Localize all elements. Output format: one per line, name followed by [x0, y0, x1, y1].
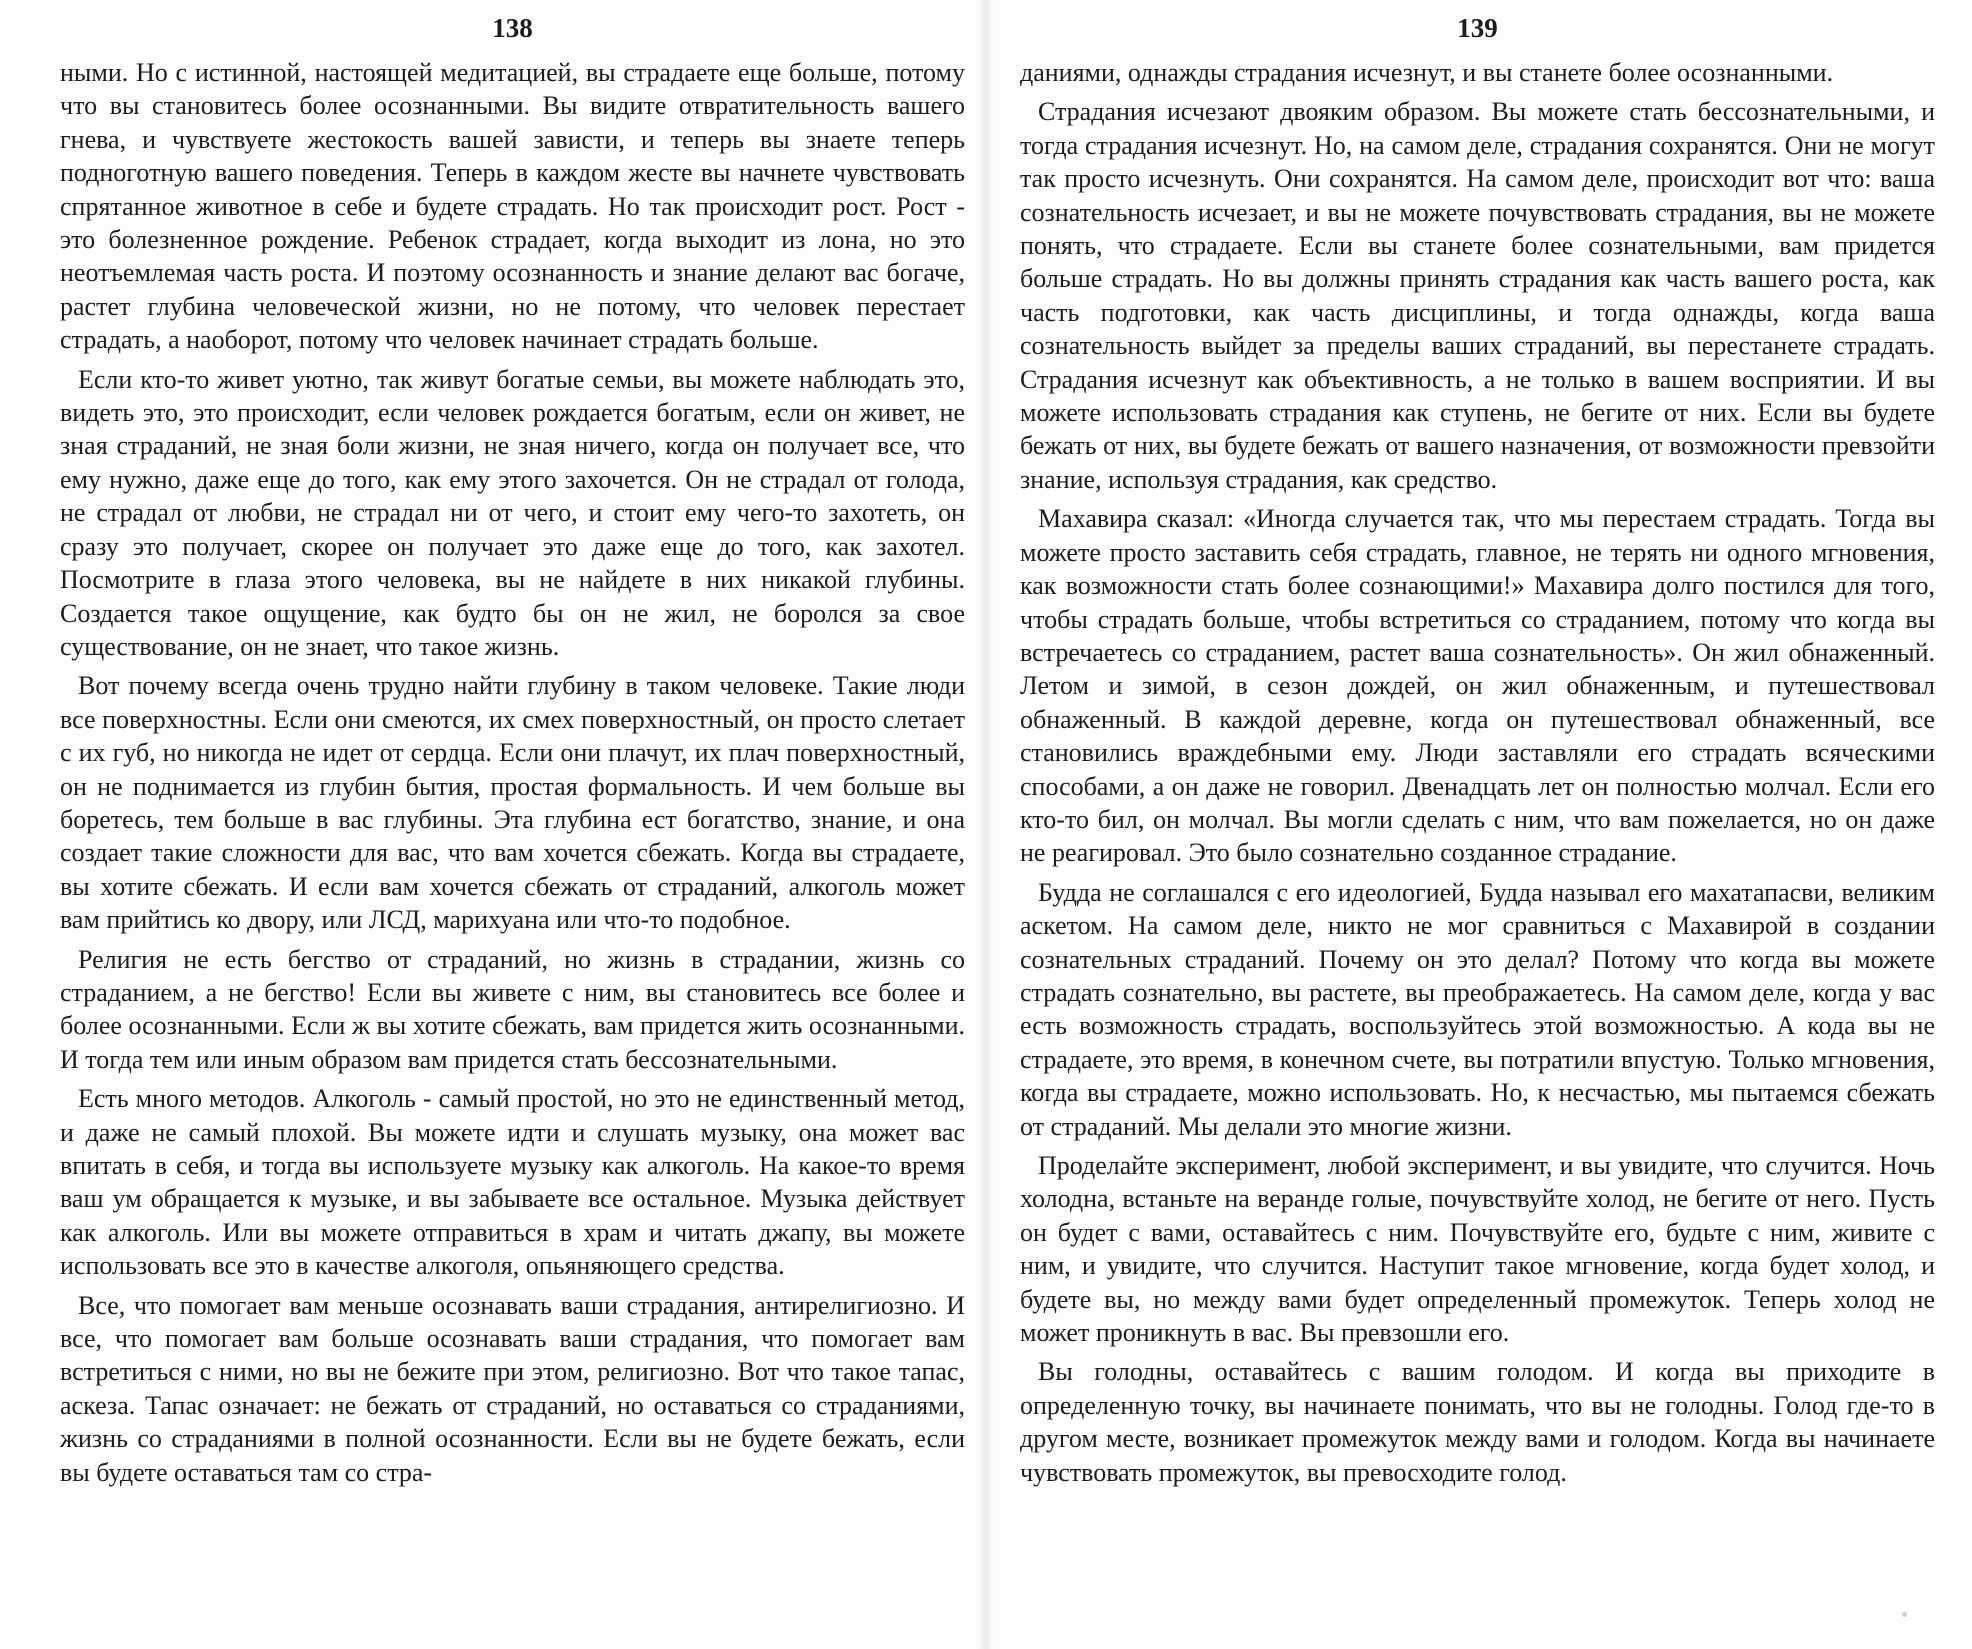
- book-gutter: [978, 0, 994, 1649]
- paragraph: Проделайте эксперимент, любой эксперимент, и вы увидите, что случится. Ночь холодна, встаньте на веранде голые, почувствуйте холод, не бегите от него. Пусть он будет с вами, оставайтесь с ним. Почувствуйте его, будьте с ним, живите с ним, и увидите, что случится. Наступит такое мгновение, когда будет холод, и будете вы, но между вами будет определенный промежуток. Теперь холод не может проникнуть в вас. Вы превзошли его.: [1020, 1151, 1935, 1348]
- paragraph: Религия не есть бегство от страданий, но жизнь в страдании, жизнь со страданием, а не бегство! Если вы живете с ним, вы становитесь все более и более осознанными. Если ж вы хотите сбежать, вам придется жить осознанными. И тогда тем или иным образом вам придется стать бессознательными.: [60, 944, 965, 1074]
- page-number: 138: [492, 13, 533, 43]
- paragraph: Если кто-то живет уютно, так живут богатые семьи, вы можете наблюдать это, видеть это, это происходит, если человек рождается богатым, если он живет, не зная страданий, не зная боли жизни, не зная ничего, когда он получает все, что ему нужно, даже еще до того, как ему этого захочется. Он не страдал от голода, не страдал от любви, не страдал ни от чего, и стоит ему чего-то захотеть, он сразу это получает, скорее он получает это даже еще до того, как захотел. Посмотрите в глаза этого человека, вы не найдете в них никакой глубины. Создается такое ощущение, как будто бы он не жил, не боролся за свое существование, он не знает, что такое жизнь.: [60, 364, 965, 661]
- paragraph: Вы голодны, оставайтесь с вашим голодом. И когда вы приходите в определенную точку, вы начинаете понимать, что вы не голодны. Голод где-то в другом месте, возникает промежуток между вами и голодом. Когда вы начинаете чувствовать промежуток, вы превосходите голод.: [1020, 1357, 1935, 1487]
- paragraph: Все, что помогает вам меньше осознавать ваши страдания, антирелигиозно. И все, что помогает вам больше осознавать ваши страдания, что помогает вам встретиться с ними, но вы не бежите при этом, религиозно. Вот что такое тапас, аскеза. Тапас означает: не бежать от страданий, но оставаться со страданиями, жизнь со страданиями в полной осознанности. Если вы не будете бежать, если вы будете оставаться там со стра-: [60, 1290, 965, 1487]
- page-body: [1020, 56, 1935, 1489]
- paragraph: Махавира сказал: «Иногда случается так, что мы перестаем страдать. Тогда вы можете просто заставить себя страдать, главное, не терять ни одного мгновения, как возможности стать более сознающими!» Махавира долго постился для того, чтобы страдать больше, чтобы встретиться со страданием, потому что когда вы встречаетесь со страданием, растет ваша сознательность». Он жил обнаженный. Летом и зимой, в сезон дождей, он жил обнаженным, и путешествовал обнаженный. В каждой деревне, когда он путешествовал обнаженный, все становились враждебными ему. Люди заставляли его страдать всяческими способами, а он даже не говорил. Двенадцать лет он полностью молчал. Если его кто-то бил, он молчал. Вы могли сделать с ним, что вам пожелается, но он даже не реагировал. Это было сознательно созданное страдание.: [1020, 504, 1935, 868]
- page-number: 139: [1457, 13, 1498, 43]
- paragraph: ными. Но с истинной, настоящей медитацией, вы страдаете еще больше, потому что вы становитесь более осознанными. Вы видите отвратительность вашего гнева, и чувствуете жестокость вашей зависти, и теперь вы знаете теперь подноготную вашего поведения. Теперь в каждом жесте вы начнете чувствовать спрятанное животное в себе и будете страдать. Но так происходит рост. Рост - это болезненное рождение. Ребенок страдает, когда выходит из лона, но это неотъемлемая часть роста. И поэтому осознанность и знание делают вас богаче, растет глубина человеческой жизни, но не потому, что человек перестает страдать, а наоборот, потому что человек начинает страдать больше.: [60, 58, 965, 355]
- left-page: [60, 8, 965, 1495]
- right-page: [1020, 8, 1935, 1495]
- paragraph: Есть много методов. Алкоголь - самый простой, но это не единственный метод, и даже не самый плохой. Вы можете идти и слушать музыку, она может вас впитать в себя, и тогда вы используете музыку как алкоголь. На какое-то время ваш ум обращается к музыке, и вы забываете все остальное. Музыка действует как алкоголь. Или вы можете отправиться в храм и читать джапу, вы можете использовать все это в качестве алкоголя, опьяняющего средства.: [60, 1084, 965, 1281]
- paper-speck: [1902, 1612, 1907, 1617]
- paragraph: Вот почему всегда очень трудно найти глубину в таком человеке. Такие люди все поверхностны. Если они смеются, их смех поверхностный, он просто слетает с их губ, но никогда не идет от сердца. Если они плачут, их плач поверхностный, он не поднимается из глубин бытия, простая формальность. И чем больше вы боретесь, тем больше в вас глубины. Эта глубина ест богатство, знание, и она создает такие сложности для вас, что вам хочется сбежать. Когда вы страдаете, вы хотите сбежать. И если вам хочется сбежать от страданий, алкоголь может вам прийтись ко двору, или ЛСД, марихуана или что-то подобное.: [60, 671, 965, 935]
- page-body: [60, 56, 965, 1489]
- paragraph: Будда не соглашался с его идеологией, Будда называл его махатапасви, великим аскетом. На самом деле, никто не мог сравниться с Махавирой в создании сознательных страданий. Почему он это делал? Потому что когда вы можете страдать сознательно, вы растете, вы преображаетесь. На самом деле, когда у вас есть возможность страдать, воспользуйтесь этой возможностью. А кода вы не страдаете, это время, в конечном счете, вы потратили впустую. Только мгновения, когда вы страдаете, можно использовать. Но, к несчастью, мы пытаемся сбежать от страданий. Мы делали это многие жизни.: [1020, 877, 1935, 1141]
- paragraph: Страдания исчезают двояким образом. Вы можете стать бессознательными, и тогда страдания исчезнут. Но, на самом деле, страдания сохранятся. Они не могут так просто исчезнуть. Они сохранятся. На самом деле, происходит вот что: ваша сознательность исчезает, и вы не можете почувствовать страдания, вы не можете понять, что страдаете. Если вы станете более сознательными, вам придется больше страдать. Но вы должны принять страдания как часть вашего роста, как часть подготовки, как часть дисциплины, и тогда однажды, когда ваша сознательность выйдет за пределы ваших страданий, вы перестанете страдать. Страдания исчезнут как объективность, а не только в вашем восприятии. И вы можете использовать страдания как ступень, не бегите от них. Если вы будете бежать от них, вы будете бежать от вашего назначения, от возможности превзойти знание, используя страдания, как средство.: [1020, 97, 1935, 494]
- paragraph: даниями, однажды страдания исчезнут, и вы станете более осознанными.: [1020, 58, 1834, 87]
